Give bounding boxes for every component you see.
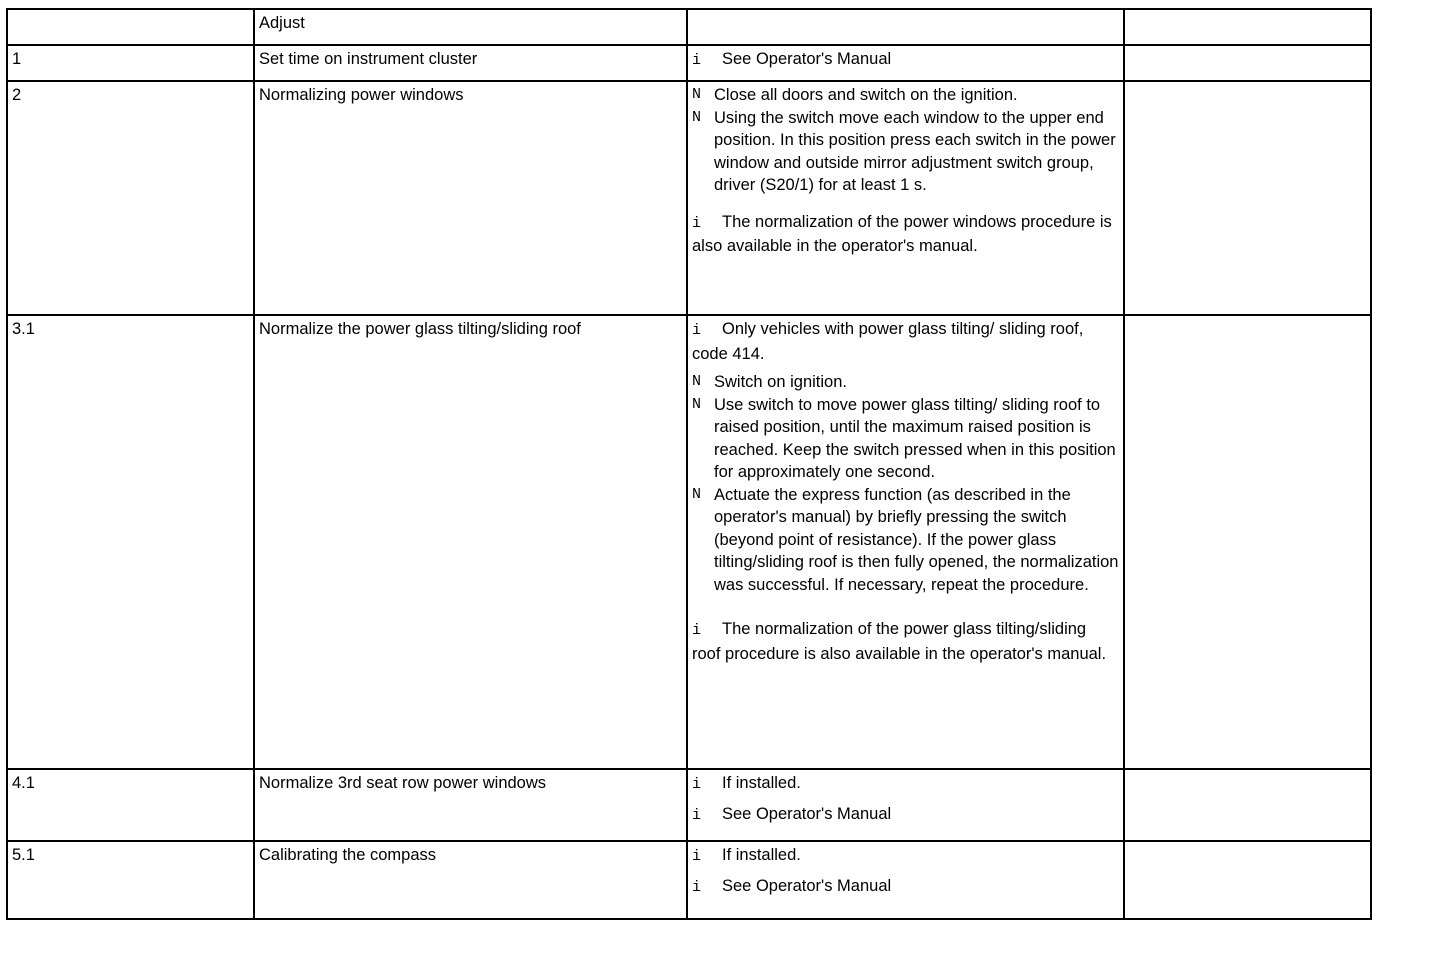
table-header-row [7,9,1371,45]
instruction-icon: N [692,86,702,103]
instruction-icon: N [692,395,702,413]
instruction-icon: N [692,485,702,503]
step-notes [687,45,1124,81]
step-extra [1124,841,1371,919]
step-notes [687,841,1124,919]
instruction-icon: N [692,373,702,390]
info-text: If installed. [722,774,801,792]
instruction-text: Close all doors and switch on the ignition. [714,86,1018,104]
header-extra-cell [1124,9,1371,45]
instruction-item [692,484,1119,597]
step-extra [1124,769,1371,841]
step-number: 1 [7,45,254,81]
info-note [692,803,1119,828]
info-note [692,211,1119,258]
procedure-table [6,8,1372,920]
info-note [692,618,1119,665]
info-icon: i [692,52,702,69]
step-action: Normalize 3rd seat row power windows [254,769,687,841]
step-notes [687,315,1124,769]
info-note [692,844,1119,869]
info-icon: i [692,806,702,824]
step-action: Normalizing power windows [254,81,687,315]
table-row [7,315,1371,769]
step-action: Calibrating the compass [254,841,687,919]
step-action: Normalize the power glass tilting/sliding roof [254,315,687,769]
instruction-text: Using the switch move each window to the upper end position. In this position press each switch in the power window and outside mirror adjustment switch group, driver (S20/1) for at least 1 s. [714,108,1116,194]
step-notes [687,81,1124,315]
header-notes-cell [687,9,1124,45]
info-text: The normalization of the power glass tilting/sliding roof procedure is also available in the operator's manual. [692,620,1107,663]
instruction-item [692,107,1119,197]
instruction-item [692,371,1119,394]
instruction-text: Actuate the express function (as described in the operator's manual) by briefly pressing the switch (beyond point of resistance). If the power glass tilting/sliding roof is then fully opened, the normalization was successful. If necessary, repeat the procedure. [714,485,1119,594]
instruction-text: Use switch to move power glass tilting/ sliding roof to raised position, until the maximum raised position is reached. Keep the switch pressed when in this position for approximately one second. [714,395,1116,481]
instruction-item [692,84,1119,107]
info-icon: i [692,776,702,793]
info-icon: i [692,622,702,639]
info-note [692,772,1119,797]
step-extra [1124,81,1371,315]
step-extra [1124,45,1371,81]
step-number: 5.1 [7,841,254,919]
info-text: Only vehicles with power glass tilting/ sliding roof, code 414. [692,320,1084,363]
table-row [7,81,1371,315]
header-action-cell: Adjust [254,9,687,45]
info-note [692,318,1119,365]
table-row [7,769,1371,841]
instruction-icon: N [692,108,702,126]
step-notes [687,769,1124,841]
info-text: The normalization of the power windows procedure is also available in the operator's manual. [692,212,1112,255]
table-row [7,45,1371,81]
info-icon: i [692,848,702,865]
instruction-item [692,394,1119,484]
info-text: See Operator's Manual [722,876,892,895]
info-note [692,48,1119,73]
info-icon: i [692,878,702,896]
step-number: 2 [7,81,254,315]
info-text: See Operator's Manual [722,50,892,68]
info-icon: i [692,322,702,339]
info-text: If installed. [722,846,801,864]
info-note [692,875,1119,900]
info-text: See Operator's Manual [722,804,892,823]
header-step-cell [7,9,254,45]
step-action: Set time on instrument cluster [254,45,687,81]
instruction-text: Switch on ignition. [714,373,847,391]
step-number: 3.1 [7,315,254,769]
info-icon: i [692,214,702,232]
step-number: 4.1 [7,769,254,841]
table-row [7,841,1371,919]
step-extra [1124,315,1371,769]
